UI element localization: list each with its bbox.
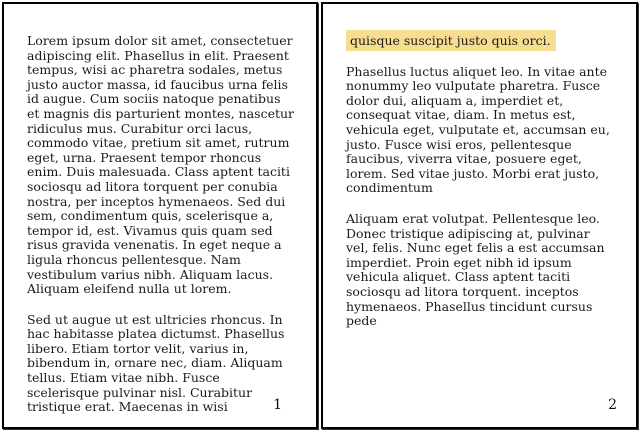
paragraph: Phasellus luctus aliquet leo. In vitae ante nonummy leo vulputate pharetra. Fusce dolor dui, aliquam a, imperdiet et, consequat vitae, diam. In metus est, vehicula eget, vulputate et, accumsan eu, justo. Fusce wisi eros, pellentesque faucibus, viverra vitae, posuere eget, lorem. Sed vitae justo. Morbi erat justo, condimentum (346, 63, 610, 196)
paragraph: Sed ut augue ut est ultricies rhoncus. In hac habitasse platea dictumst. Phasellus libero. Etiam tortor velit, varius in, bibendum in, ornare nec, diam. Aliquam tellus. Etiam vitae nibh. Fusce scelerisque pulvinar nisl. Curabitur tristique erat. Maecenas in wisi (27, 311, 285, 415)
page-2-content (346, 34, 615, 345)
paragraph: Aliquam erat volutpat. Pellentesque leo. Donec tristique adipiscing at, pulvinar vel, felis. Nunc eget felis a est accumsan imperdiet. Proin eget nibh id ipsum vehicula aliquet. Class aptent taciti sociosqu ad litora torquent. inceptos hymenaeos. Phasellus tincidunt cursus pede (346, 210, 605, 329)
page-1 (2, 2, 318, 429)
highlighted-line (346, 34, 615, 49)
page-2 (321, 2, 638, 429)
page-number-2: 2 (608, 397, 617, 413)
page-1-content (27, 34, 295, 431)
page-2-paragraphs (346, 65, 615, 329)
paragraph: Lorem ipsum dolor sit amet, consectetuer adipiscing elit. Phasellus in elit. Praesent tempus, wisi ac pharetra sodales, metus justo auctor massa, id faucibus urna felis id augue. Cum sociis natoque penatibus et magnis dis parturient montes, nascetur ridiculus mus. Curabitur orci lacus, commodo vitae, pretium sit amet, rutrum eget, urna. Praesent tempor rhoncus enim. Duis malesuada. Class aptent taciti sociosqu ad litora torquent per conubia nostra, per inceptos hymenaeos. Sed dui sem, condimentum quis, scelerisque a, tempor id, est. Vivamus quis quam sed risus gravida venenatis. In eget neque a ligula rhoncus pellentesque. Nam vestibulum varius nibh. Aliquam lacus. Aliquam eleifend nulla ut lorem. (27, 33, 295, 297)
page-number-1: 1 (273, 397, 282, 413)
text-highlight[interactable]: quisque suscipit justo quis orci. (346, 30, 556, 51)
